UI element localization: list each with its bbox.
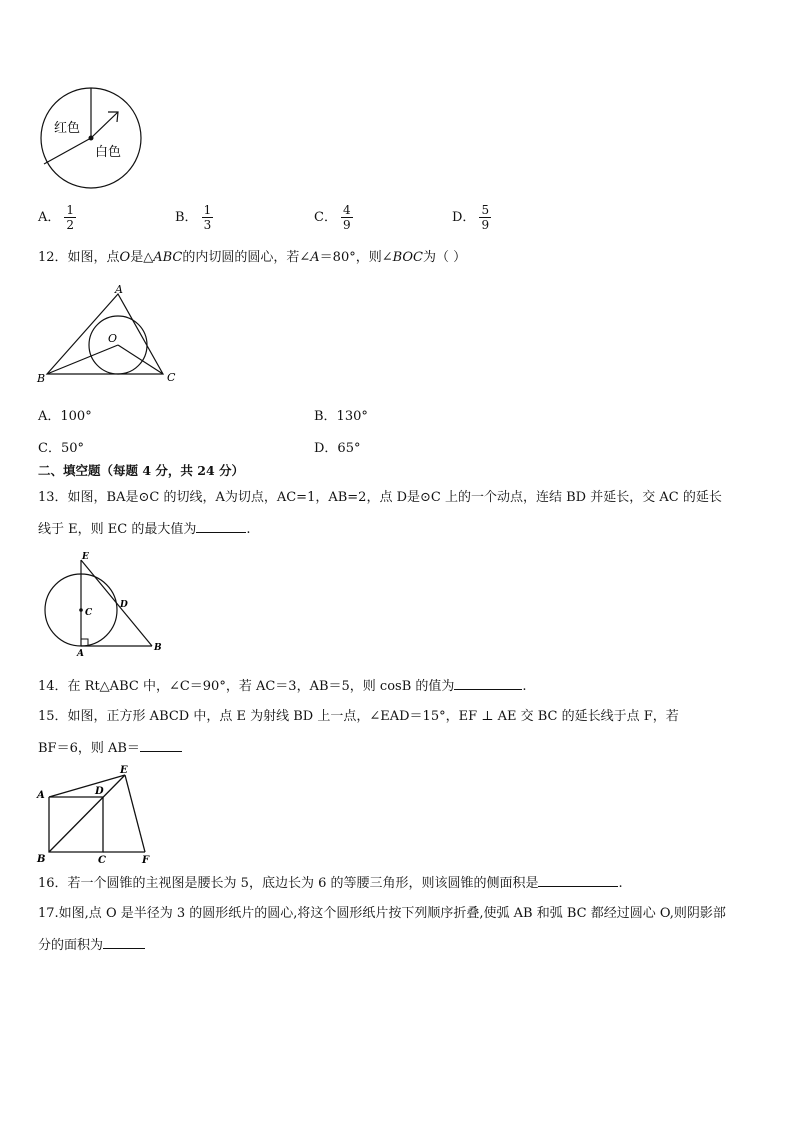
q15-stem-line2: BF＝6，则 AB＝: [38, 739, 182, 758]
q16-stem: 16．若一个圆锥的主视图是腰长为 5，底边长为 6 的等腰三角形，则该圆锥的侧面积是 .: [38, 876, 623, 891]
svg-text:B: B: [37, 854, 46, 865]
q14-stem: 14．在 Rt△ABC 中，∠C＝90°，若 AC＝3，AB＝5，则 cosB 的值为 .: [38, 679, 527, 694]
svg-text:F: F: [142, 855, 150, 866]
q13-answer-blank[interactable]: [196, 520, 246, 533]
q12-triangle-figure: [34, 282, 184, 386]
q12-option-b: B．130°: [314, 409, 368, 424]
q12-stem: 12．如图，点O是△ABC的内切圆的圆心，若∠A＝80°，则∠BOC为（ ）: [38, 250, 467, 265]
svg-text:B: B: [154, 643, 162, 653]
svg-text:B: B: [37, 372, 46, 385]
q17-stem-line1: 17.如图,点 O 是半径为 3 的圆形纸片的圆心,将这个圆形纸片按下列顺序折叠,使弧 AB 和弧 BC 都经过圆心 O,则阴影部: [38, 906, 726, 921]
q15-answer-blank[interactable]: [140, 739, 182, 752]
spinner-figure: [38, 86, 148, 192]
q11-option-a: A． $\frac{1}{2}$: [38, 203, 75, 232]
svg-text:E: E: [120, 765, 128, 776]
q16-answer-blank[interactable]: [538, 874, 618, 887]
q13-stem-line1: 13．如图，BA是⊙C 的切线，A为切点，AC=1，AB=2，点 D是⊙C 上的一个动点，连结 BD 并延长，交 AC 的延长: [38, 490, 722, 505]
spinner-red-label: 红色: [54, 121, 81, 136]
q15-square-figure: [34, 762, 164, 866]
q17-stem-line2: 分的面积为: [38, 936, 145, 955]
svg-text:A: A: [37, 790, 45, 801]
svg-text:A: A: [115, 283, 123, 296]
q12-option-a: A．100°: [38, 409, 92, 424]
q13-circle-figure: [40, 550, 170, 662]
q11-option-b: B． $\frac{1}{3}$: [175, 203, 212, 232]
q12-option-d: D．65°: [314, 441, 361, 456]
svg-text:A: A: [77, 649, 84, 659]
q11-option-c: C． $\frac{4}{9}$: [314, 203, 351, 232]
q13-stem-line2: 线于 E，则 EC 的最大值为 .: [38, 522, 251, 537]
q11-option-d: D． $\frac{5}{9}$: [452, 203, 490, 232]
svg-text:D: D: [95, 786, 104, 797]
svg-text:C: C: [85, 608, 93, 618]
svg-text:O: O: [108, 332, 118, 345]
svg-text:D: D: [120, 600, 128, 610]
q17-answer-blank[interactable]: [103, 936, 145, 949]
svg-text:E: E: [82, 552, 89, 562]
q15-stem-line1: 15．如图，正方形 ABCD 中，点 E 为射线 BD 上一点，∠EAD＝15°，EF ⊥ AE 交 BC 的延长线于点 F，若: [38, 709, 679, 724]
q14-answer-blank[interactable]: [454, 677, 522, 690]
svg-text:C: C: [167, 371, 176, 384]
spinner-white-label: 白色: [95, 145, 122, 160]
svg-text:C: C: [98, 855, 106, 866]
section-heading: 二、填空题（每题 4 分，共 24 分）: [38, 463, 245, 478]
q12-option-c: C．50°: [38, 441, 84, 456]
